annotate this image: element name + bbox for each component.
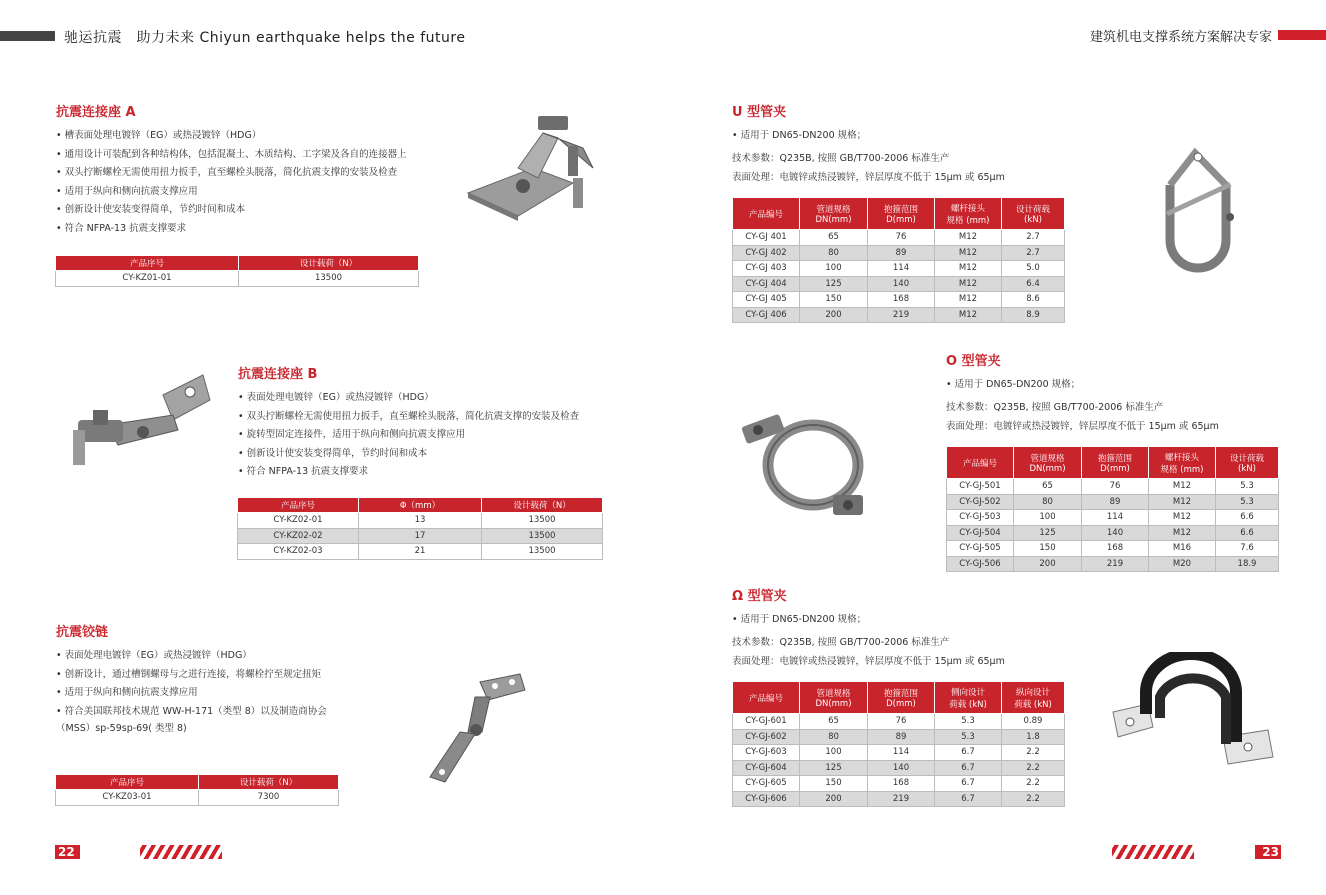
table-cell: CY-GJ-504 bbox=[947, 525, 1014, 541]
u-clamp-title: U 型管夹 bbox=[732, 105, 787, 120]
bullet-item: • 通用设计可装配到各种结构体，包括混凝土、木质结构、工字梁及各自的连接器上 bbox=[56, 146, 407, 165]
table-cell: 7.6 bbox=[1216, 541, 1279, 557]
table-header: 螺杆接头 规格 (mm) bbox=[935, 198, 1002, 230]
seat-b-title: 抗震连接座 B bbox=[238, 367, 318, 382]
table-header: 纵向设计 荷载 (kN) bbox=[1002, 682, 1065, 714]
table-header: 设计载荷（N） bbox=[239, 256, 419, 271]
table-cell: 200 bbox=[1014, 556, 1082, 572]
bullet-item: • 适用于纵向和侧向抗震支撑应用 bbox=[56, 684, 327, 703]
omega-clamp-bullets bbox=[732, 611, 866, 630]
bullet-item: • 适用于 DN65-DN200 规格； bbox=[732, 127, 866, 146]
table-row bbox=[733, 276, 1065, 292]
table-header: 产品编号 bbox=[947, 447, 1014, 479]
seat-a-bullets bbox=[56, 127, 407, 238]
hinge-bullets bbox=[56, 647, 327, 721]
table-cell: 5.3 bbox=[1216, 494, 1279, 510]
table-cell: 100 bbox=[1014, 510, 1082, 526]
hinge-title: 抗震铰链 bbox=[56, 625, 109, 640]
table-cell: 125 bbox=[800, 760, 868, 776]
table-row bbox=[733, 760, 1065, 776]
bullet-item: • 双头拧断螺栓无需使用扭力扳手，直至螺栓头脱落，简化抗震支撑的安装及检查 bbox=[238, 408, 579, 427]
table-row bbox=[947, 525, 1279, 541]
table-cell: 21 bbox=[359, 544, 482, 560]
table-row bbox=[733, 776, 1065, 792]
table-cell: M12 bbox=[1149, 510, 1216, 526]
table-cell: 5.3 bbox=[1216, 479, 1279, 495]
o-clamp-table bbox=[946, 446, 1279, 572]
table-row bbox=[947, 479, 1279, 495]
table-cell: M12 bbox=[1149, 479, 1216, 495]
table-header: 设计载荷（N） bbox=[199, 775, 339, 790]
u-clamp-table bbox=[732, 197, 1065, 323]
u-clamp-surface: 表面处理：电镀锌或热浸镀锌，锌层厚度不低于 15μm 或 65μm bbox=[732, 172, 1005, 183]
table-cell: CY-KZ01-01 bbox=[56, 271, 239, 287]
table-cell: M12 bbox=[1149, 525, 1216, 541]
bullet-item: • 创新设计，通过槽钢螺母与之进行连接，将螺栓拧至规定扭矩 bbox=[56, 666, 327, 685]
table-cell: M12 bbox=[935, 292, 1002, 308]
table-cell: 100 bbox=[800, 261, 868, 277]
table-row bbox=[733, 307, 1065, 323]
table-cell: 168 bbox=[868, 776, 935, 792]
table-cell: 2.2 bbox=[1002, 776, 1065, 792]
table-cell: M12 bbox=[935, 307, 1002, 323]
table-cell: 13 bbox=[359, 513, 482, 529]
table-cell: M20 bbox=[1149, 556, 1216, 572]
u-clamp-params: 技术参数：Q235B, 按照 GB/T700-2006 标准生产 bbox=[732, 153, 950, 164]
table-cell: 80 bbox=[800, 729, 868, 745]
omega-clamp-surface: 表面处理：电镀锌或热浸镀锌，锌层厚度不低于 15μm 或 65μm bbox=[732, 656, 1005, 667]
table-cell: 8.9 bbox=[1002, 307, 1065, 323]
table-header: 管道规格 DN(mm) bbox=[800, 682, 868, 714]
u-clamp-bullets bbox=[732, 127, 866, 146]
table-cell: 140 bbox=[868, 760, 935, 776]
table-cell: 1.8 bbox=[1002, 729, 1065, 745]
table-header: 抱箍范围 D(mm) bbox=[1082, 447, 1149, 479]
o-clamp-title: O 型管夹 bbox=[946, 354, 1001, 369]
table-cell: CY-GJ-605 bbox=[733, 776, 800, 792]
table-cell: 125 bbox=[1014, 525, 1082, 541]
table-cell: CY-GJ-503 bbox=[947, 510, 1014, 526]
bullet-item: • 旋转型固定连接件，适用于纵向和侧向抗震支撑应用 bbox=[238, 426, 579, 445]
table-cell: 6.7 bbox=[935, 745, 1002, 761]
table-header: 抱箍范围 D(mm) bbox=[868, 682, 935, 714]
table-cell: CY-GJ 402 bbox=[733, 245, 800, 261]
table-header: 管道规格 DN(mm) bbox=[1014, 447, 1082, 479]
bullet-item: • 槽表面处理电镀锌（EG）或热浸镀锌（HDG） bbox=[56, 127, 407, 146]
table-cell: 13500 bbox=[482, 528, 603, 544]
table-cell: CY-GJ 405 bbox=[733, 292, 800, 308]
table-cell: 2.2 bbox=[1002, 760, 1065, 776]
seat-a-table bbox=[55, 255, 419, 287]
right-page-number: 23 bbox=[1255, 845, 1281, 859]
table-cell: 150 bbox=[800, 292, 868, 308]
bullet-item: • 符合 NFPA-13 抗震支撑要求 bbox=[238, 463, 579, 482]
table-cell: CY-GJ-501 bbox=[947, 479, 1014, 495]
table-cell: CY-KZ02-01 bbox=[238, 513, 359, 529]
bullet-item: • 创新设计使安装变得简单，节约时间和成本 bbox=[238, 445, 579, 464]
table-cell: CY-GJ 406 bbox=[733, 307, 800, 323]
bullet-item: • 创新设计使安装变得简单，节约时间和成本 bbox=[56, 201, 407, 220]
table-row bbox=[56, 271, 419, 287]
table-cell: 6.6 bbox=[1216, 510, 1279, 526]
table-header: Φ（mm） bbox=[359, 498, 482, 513]
table-cell: 114 bbox=[868, 745, 935, 761]
table-cell: 65 bbox=[1014, 479, 1082, 495]
seismic-connector-b-image bbox=[68, 370, 218, 470]
table-row bbox=[733, 292, 1065, 308]
o-clamp-bullets bbox=[946, 376, 1080, 395]
table-cell: 2.2 bbox=[1002, 791, 1065, 807]
table-cell: 6.7 bbox=[935, 776, 1002, 792]
table-row bbox=[947, 510, 1279, 526]
bullet-item: • 适用于 DN65-DN200 规格； bbox=[732, 611, 866, 630]
table-row bbox=[733, 245, 1065, 261]
table-header: 抱箍范围 D(mm) bbox=[868, 198, 935, 230]
table-row bbox=[733, 729, 1065, 745]
table-cell: 219 bbox=[868, 791, 935, 807]
table-header: 设计载荷（N） bbox=[482, 498, 603, 513]
table-header: 螺杆接头 规格 (mm) bbox=[1149, 447, 1216, 479]
table-header: 产品序号 bbox=[238, 498, 359, 513]
header-company-tagline: 建筑机电支撑系统方案解决专家 bbox=[1089, 30, 1272, 45]
table-cell: M12 bbox=[935, 245, 1002, 261]
seat-b-table bbox=[237, 497, 603, 560]
table-cell: 13500 bbox=[239, 271, 419, 287]
table-cell: CY-KZ02-03 bbox=[238, 544, 359, 560]
table-row bbox=[733, 791, 1065, 807]
seat-a-title: 抗震连接座 A bbox=[56, 105, 136, 120]
header-left-bar bbox=[0, 31, 55, 41]
table-header: 设计荷载 (kN) bbox=[1002, 198, 1065, 230]
table-cell: 80 bbox=[800, 245, 868, 261]
table-cell: CY-KZ03-01 bbox=[56, 790, 199, 806]
table-cell: 18.9 bbox=[1216, 556, 1279, 572]
table-cell: 168 bbox=[1082, 541, 1149, 557]
table-cell: 6.4 bbox=[1002, 276, 1065, 292]
bullet-item: • 符合美国联邦技术规范 WW-H-171（类型 8）以及制造商协会 bbox=[56, 703, 327, 722]
table-cell: 2.7 bbox=[1002, 230, 1065, 246]
table-cell: 150 bbox=[800, 776, 868, 792]
table-cell: CY-GJ 403 bbox=[733, 261, 800, 277]
table-cell: 200 bbox=[800, 791, 868, 807]
right-page-stripes bbox=[1112, 845, 1194, 859]
table-cell: CY-GJ-506 bbox=[947, 556, 1014, 572]
table-cell: 140 bbox=[868, 276, 935, 292]
omega-clamp-table bbox=[732, 681, 1065, 807]
table-cell: 168 bbox=[868, 292, 935, 308]
table-cell: 114 bbox=[1082, 510, 1149, 526]
left-page-stripes bbox=[140, 845, 222, 859]
header-right-bar bbox=[1278, 30, 1326, 40]
table-cell: 76 bbox=[868, 230, 935, 246]
table-cell: CY-GJ-602 bbox=[733, 729, 800, 745]
table-cell: M16 bbox=[1149, 541, 1216, 557]
table-cell: 6.7 bbox=[935, 760, 1002, 776]
o-pipe-clamp-image bbox=[738, 400, 873, 525]
table-cell: CY-GJ-606 bbox=[733, 791, 800, 807]
table-header: 产品序号 bbox=[56, 775, 199, 790]
table-cell: 219 bbox=[868, 307, 935, 323]
table-cell: 80 bbox=[1014, 494, 1082, 510]
table-cell: 7300 bbox=[199, 790, 339, 806]
bullet-item: • 适用于 DN65-DN200 规格； bbox=[946, 376, 1080, 395]
seismic-hinge-image bbox=[420, 672, 530, 787]
table-row bbox=[238, 528, 603, 544]
table-cell: 140 bbox=[1082, 525, 1149, 541]
table-row bbox=[238, 544, 603, 560]
omega-clamp-params: 技术参数：Q235B, 按照 GB/T700-2006 标准生产 bbox=[732, 637, 950, 648]
table-cell: CY-GJ-502 bbox=[947, 494, 1014, 510]
table-row bbox=[733, 230, 1065, 246]
table-cell: CY-GJ-603 bbox=[733, 745, 800, 761]
table-cell: 65 bbox=[800, 230, 868, 246]
table-row bbox=[238, 513, 603, 529]
table-cell: CY-GJ 404 bbox=[733, 276, 800, 292]
table-cell: 13500 bbox=[482, 513, 603, 529]
table-cell: M12 bbox=[1149, 494, 1216, 510]
o-clamp-params: 技术参数：Q235B, 按照 GB/T700-2006 标准生产 bbox=[946, 402, 1164, 413]
u-pipe-clamp-image bbox=[1150, 145, 1245, 280]
table-cell: 76 bbox=[1082, 479, 1149, 495]
table-cell: 76 bbox=[868, 714, 935, 730]
table-row bbox=[733, 714, 1065, 730]
table-cell: M12 bbox=[935, 276, 1002, 292]
table-cell: 5.0 bbox=[1002, 261, 1065, 277]
table-header: 设计荷载 (kN) bbox=[1216, 447, 1279, 479]
table-row bbox=[947, 556, 1279, 572]
seat-b-bullets bbox=[238, 389, 579, 482]
table-cell: 5.3 bbox=[935, 729, 1002, 745]
table-cell: 5.3 bbox=[935, 714, 1002, 730]
table-cell: 125 bbox=[800, 276, 868, 292]
table-row bbox=[733, 745, 1065, 761]
table-cell: 150 bbox=[1014, 541, 1082, 557]
table-header: 管道规格 DN(mm) bbox=[800, 198, 868, 230]
table-cell: CY-GJ-604 bbox=[733, 760, 800, 776]
table-header: 产品序号 bbox=[56, 256, 239, 271]
table-cell: 100 bbox=[800, 745, 868, 761]
table-cell: CY-GJ-505 bbox=[947, 541, 1014, 557]
table-row bbox=[733, 261, 1065, 277]
table-cell: 0.89 bbox=[1002, 714, 1065, 730]
table-cell: 200 bbox=[800, 307, 868, 323]
table-header: 侧向设计 荷载 (kN) bbox=[935, 682, 1002, 714]
table-cell: 6.6 bbox=[1216, 525, 1279, 541]
table-cell: 13500 bbox=[482, 544, 603, 560]
table-cell: 114 bbox=[868, 261, 935, 277]
table-cell: 2.2 bbox=[1002, 745, 1065, 761]
table-header: 产品编号 bbox=[733, 198, 800, 230]
table-row bbox=[947, 494, 1279, 510]
table-cell: 89 bbox=[868, 245, 935, 261]
table-cell: M12 bbox=[935, 261, 1002, 277]
hinge-bullet-continuation: （MSS）sp-59sp-69( 类型 8) bbox=[56, 723, 187, 734]
omega-pipe-clamp-image bbox=[1108, 652, 1288, 772]
table-row bbox=[947, 541, 1279, 557]
table-cell: 8.6 bbox=[1002, 292, 1065, 308]
table-cell: 6.7 bbox=[935, 791, 1002, 807]
table-cell: 65 bbox=[800, 714, 868, 730]
table-cell: CY-GJ 401 bbox=[733, 230, 800, 246]
table-cell: 17 bbox=[359, 528, 482, 544]
table-cell: 219 bbox=[1082, 556, 1149, 572]
header-slogan: 驰运抗震 助力未来 Chiyun earthquake helps the future bbox=[64, 30, 466, 46]
o-clamp-surface: 表面处理：电镀锌或热浸镀锌，锌层厚度不低于 15μm 或 65μm bbox=[946, 421, 1219, 432]
omega-clamp-title: Ω 型管夹 bbox=[732, 589, 787, 604]
table-cell: CY-KZ02-02 bbox=[238, 528, 359, 544]
table-cell: 89 bbox=[1082, 494, 1149, 510]
bullet-item: • 表面处理电镀锌（EG）或热浸镀锌（HDG） bbox=[56, 647, 327, 666]
table-cell: 2.7 bbox=[1002, 245, 1065, 261]
bullet-item: • 适用于纵向和侧向抗震支撑应用 bbox=[56, 183, 407, 202]
hinge-table bbox=[55, 774, 339, 806]
table-row bbox=[56, 790, 339, 806]
seismic-connector-a-image bbox=[463, 108, 608, 223]
table-header: 产品编号 bbox=[733, 682, 800, 714]
bullet-item: • 表面处理电镀锌（EG）或热浸镀锌（HDG） bbox=[238, 389, 579, 408]
bullet-item: • 双头拧断螺栓无需使用扭力扳手，直至螺栓头脱落，简化抗震支撑的安装及检查 bbox=[56, 164, 407, 183]
table-cell: CY-GJ-601 bbox=[733, 714, 800, 730]
table-cell: 89 bbox=[868, 729, 935, 745]
left-page-number: 22 bbox=[55, 845, 80, 859]
table-cell: M12 bbox=[935, 230, 1002, 246]
bullet-item: • 符合 NFPA-13 抗震支撑要求 bbox=[56, 220, 407, 239]
